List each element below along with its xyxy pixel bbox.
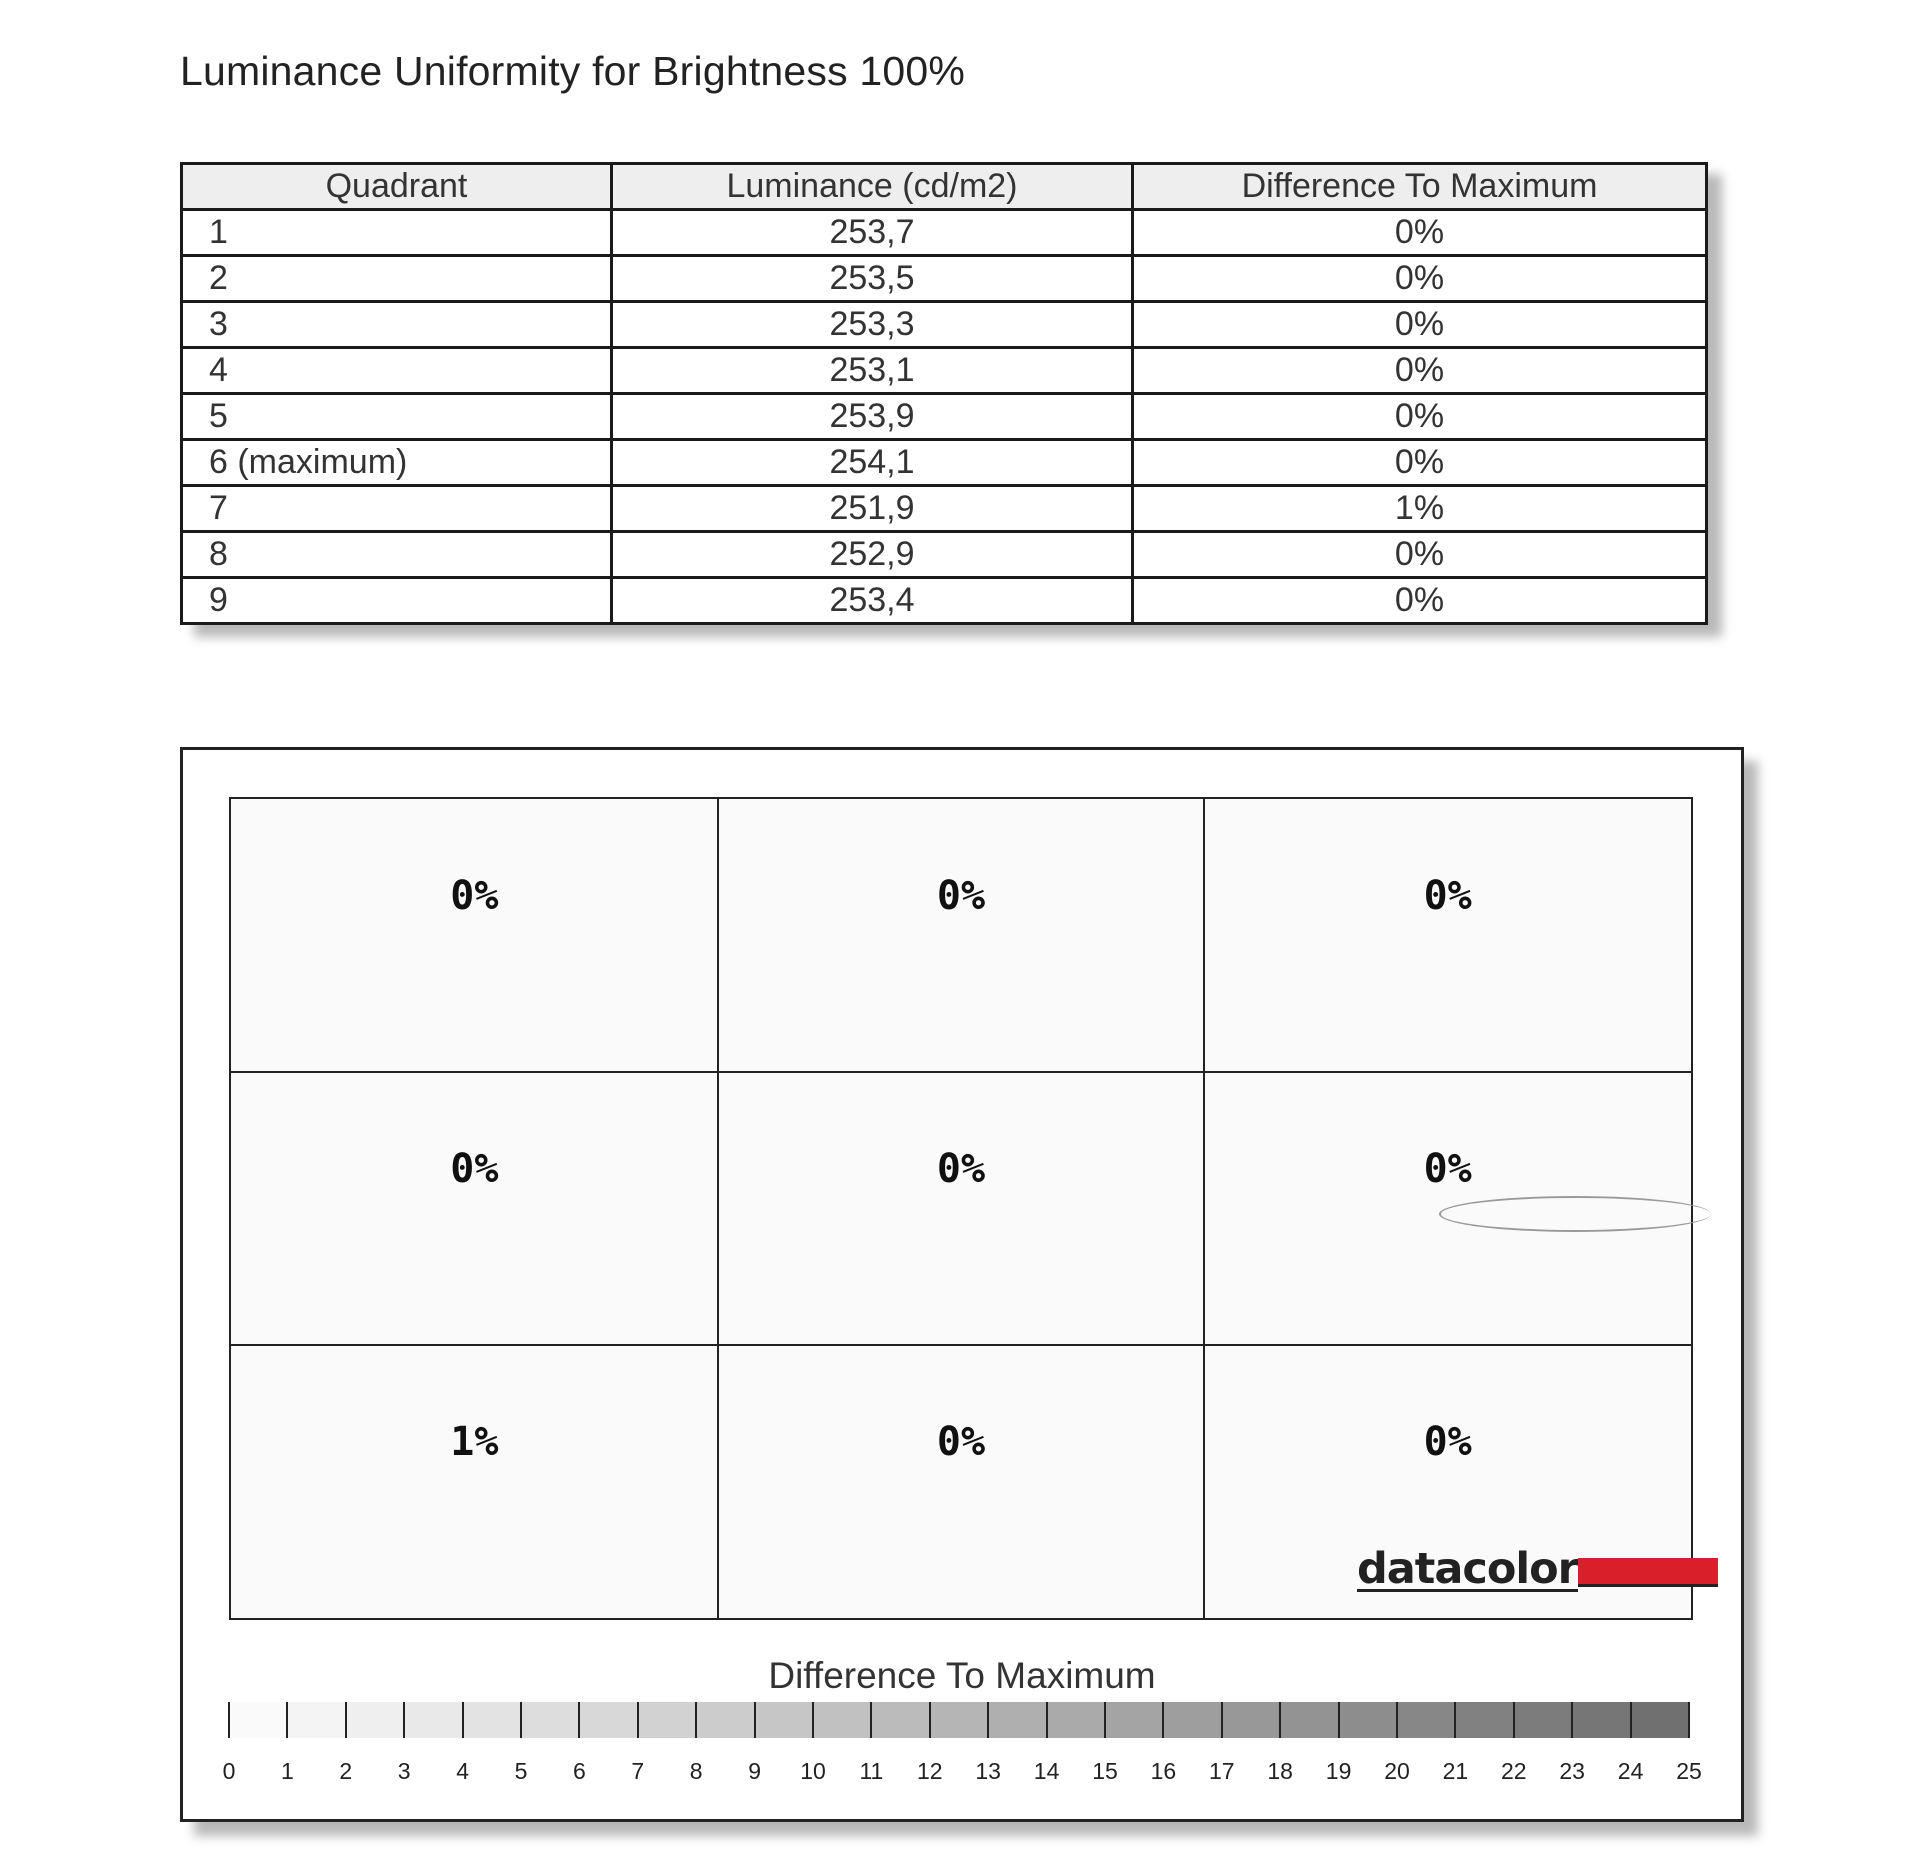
scale-tick-label: 20: [1384, 1758, 1410, 1784]
scale-segment: [521, 1702, 579, 1738]
luminance-cell: 253,9: [612, 394, 1133, 440]
scale-tick-label: 0: [222, 1758, 236, 1784]
scale-tick-label: 14: [1033, 1758, 1060, 1784]
luminance-cell: 253,3: [612, 302, 1133, 348]
table-row: [182, 394, 1707, 440]
scale-tick: [1396, 1702, 1398, 1738]
heatmap-cell: [1204, 799, 1691, 1072]
difference-cell: 0%: [1133, 440, 1707, 486]
heatmap-cell-value: 0%: [1423, 1146, 1472, 1192]
table-row: [182, 486, 1707, 532]
luminance-cell: 252,9: [612, 532, 1133, 578]
scale-segment: [1631, 1702, 1689, 1738]
scale-segment: [579, 1702, 637, 1738]
page-title: Luminance Uniformity for Brightness 100%: [180, 48, 966, 94]
logo-accent-bar: [1578, 1558, 1718, 1587]
luminance-table: [180, 162, 1708, 625]
scale-segment: [871, 1702, 929, 1738]
scale-tick: [637, 1702, 639, 1738]
luminance-table-container: [180, 162, 1708, 625]
scale-tick: [1162, 1702, 1164, 1738]
heatmap-cell: [718, 1072, 1205, 1345]
scale-tick: [754, 1702, 756, 1738]
heatmap-cell-value: 0%: [936, 1419, 986, 1465]
table-row: [182, 348, 1707, 394]
scale-tick-label: 12: [917, 1758, 943, 1784]
luminance-cell: 254,1: [612, 440, 1133, 486]
scale-tick-label: 15: [1092, 1758, 1118, 1784]
difference-cell: 0%: [1133, 210, 1707, 256]
scale-tick-label: 17: [1209, 1758, 1235, 1784]
table-row: [182, 302, 1707, 348]
quadrant-cell: 3: [182, 302, 612, 348]
scale-tick-label: 2: [339, 1758, 353, 1784]
scale-tick: [1513, 1702, 1515, 1738]
difference-cell: 0%: [1133, 394, 1707, 440]
heatmap-cell-value: 0%: [450, 1146, 499, 1192]
scale-tick: [403, 1702, 405, 1738]
scale-tick: [929, 1702, 931, 1738]
scale-tick-label: 16: [1150, 1758, 1177, 1784]
heatmap-cell-value: 0%: [936, 1146, 986, 1192]
scale-segment: [346, 1702, 404, 1738]
scale-tick: [1454, 1702, 1456, 1738]
luminance-cell: 251,9: [612, 486, 1133, 532]
luminance-cell: 253,5: [612, 256, 1133, 302]
scale-segment: [1280, 1702, 1338, 1738]
contour-line: [1439, 1196, 1711, 1232]
header-quadrant: Quadrant: [182, 164, 612, 210]
scale-segment: [1572, 1702, 1630, 1738]
table-row: [182, 578, 1707, 624]
scale-tick-label: 8: [689, 1758, 703, 1784]
scale-tick-label: 9: [748, 1758, 761, 1784]
header-luminance: Luminance (cd/m2): [612, 164, 1133, 210]
uniformity-grid: [229, 797, 1693, 1620]
difference-cell: 0%: [1133, 256, 1707, 302]
logo-wordmark: datacolor: [1357, 1544, 1578, 1594]
scale-tick: [1104, 1702, 1106, 1738]
scale-segment: [1163, 1702, 1221, 1738]
scale-segment: [638, 1702, 696, 1738]
luminance-cell: 253,7: [612, 210, 1133, 256]
scale-segment: [1514, 1702, 1572, 1738]
scale-tick: [1046, 1702, 1048, 1738]
scale-tick: [987, 1702, 989, 1738]
scale-tick-label: 3: [397, 1758, 411, 1784]
scale-segment: [1397, 1702, 1455, 1738]
heatmap-cell: [231, 1072, 718, 1345]
datacolor-logo: [1357, 1544, 1718, 1594]
scale-tick-label: 21: [1442, 1758, 1469, 1784]
scale-tick-label: 6: [572, 1758, 586, 1784]
scale-tick: [520, 1702, 522, 1738]
difference-scale: [222, 1702, 1702, 1802]
scale-title: Difference To Maximum: [768, 1655, 1156, 1696]
grid-line-vertical: [717, 799, 719, 1618]
heatmap-cell-value: 0%: [936, 873, 986, 919]
scale-tick-label: 19: [1325, 1758, 1352, 1784]
scale-tick-label: 25: [1676, 1758, 1702, 1784]
scale-tick: [345, 1702, 347, 1738]
table-row: [182, 256, 1707, 302]
scale-segment: [1222, 1702, 1280, 1738]
difference-cell: 0%: [1133, 348, 1707, 394]
scale-segment: [287, 1702, 345, 1738]
difference-cell: 0%: [1133, 532, 1707, 578]
quadrant-cell: 1: [182, 210, 612, 256]
scale-tick: [870, 1702, 872, 1738]
scale-segment: [988, 1702, 1046, 1738]
luminance-cell: 253,1: [612, 348, 1133, 394]
scale-tick-label: 1: [280, 1758, 294, 1784]
scale-segment: [930, 1702, 988, 1738]
quadrant-cell: 7: [182, 486, 612, 532]
luminance-cell: 253,4: [612, 578, 1133, 624]
heatmap-cell-value: 0%: [450, 873, 499, 919]
scale-segment: [696, 1702, 754, 1738]
heatmap-cell-value: 1%: [450, 1419, 499, 1465]
scale-tick: [462, 1702, 464, 1738]
scale-tick-label: 23: [1559, 1758, 1585, 1784]
scale-segment: [1047, 1702, 1105, 1738]
heatmap-cell: [231, 1345, 718, 1618]
quadrant-cell: 5: [182, 394, 612, 440]
scale-segment: [463, 1702, 521, 1738]
heatmap-cell: [718, 799, 1205, 1072]
heatmap-cell-value: 0%: [1423, 873, 1472, 919]
scale-tick-label: 22: [1501, 1758, 1527, 1784]
difference-cell: 1%: [1133, 486, 1707, 532]
scale-tick: [1571, 1702, 1573, 1738]
quadrant-cell: 9: [182, 578, 612, 624]
scale-tick-label: 4: [456, 1758, 469, 1784]
table-header-row: [182, 164, 1707, 210]
quadrant-cell: 6 (maximum): [182, 440, 612, 486]
scale-segment: [1105, 1702, 1163, 1738]
scale-tick: [1630, 1702, 1632, 1738]
scale-tick: [812, 1702, 814, 1738]
difference-cell: 0%: [1133, 578, 1707, 624]
difference-cell: 0%: [1133, 302, 1707, 348]
scale-tick-label: 24: [1617, 1758, 1644, 1784]
scale-segment: [813, 1702, 871, 1738]
scale-tick: [1279, 1702, 1281, 1738]
scale-tick-label: 7: [631, 1758, 645, 1784]
grid-line-horizontal: [231, 1344, 1691, 1346]
scale-tick: [228, 1702, 230, 1738]
heatmap-cell: [718, 1345, 1205, 1618]
scale-tick: [578, 1702, 580, 1738]
scale-tick: [286, 1702, 288, 1738]
scale-segment: [1455, 1702, 1513, 1738]
scale-tick: [1221, 1702, 1223, 1738]
quadrant-cell: 8: [182, 532, 612, 578]
scale-tick: [1688, 1702, 1690, 1738]
header-difference: Difference To Maximum: [1133, 164, 1707, 210]
scale-segment: [229, 1702, 287, 1738]
scale-tick: [695, 1702, 697, 1738]
scale-segment: [1339, 1702, 1397, 1738]
quadrant-cell: 4: [182, 348, 612, 394]
scale-segment: [755, 1702, 813, 1738]
uniformity-map-panel: [180, 747, 1744, 1822]
grid-line-horizontal: [231, 1071, 1691, 1073]
heatmap-cell: [231, 799, 718, 1072]
scale-tick-label: 5: [514, 1758, 528, 1784]
quadrant-cell: 2: [182, 256, 612, 302]
scale-tick-label: 11: [859, 1758, 884, 1784]
table-row: [182, 210, 1707, 256]
table-row: [182, 532, 1707, 578]
scale-tick-label: 10: [800, 1758, 826, 1784]
scale-tick-label: 13: [975, 1758, 1001, 1784]
grid-line-vertical: [1203, 799, 1205, 1618]
scale-segment: [404, 1702, 462, 1738]
scale-tick: [1338, 1702, 1340, 1738]
heatmap-cell-value: 0%: [1423, 1419, 1472, 1465]
scale-tick-label: 18: [1267, 1758, 1293, 1784]
table-row: [182, 440, 1707, 486]
